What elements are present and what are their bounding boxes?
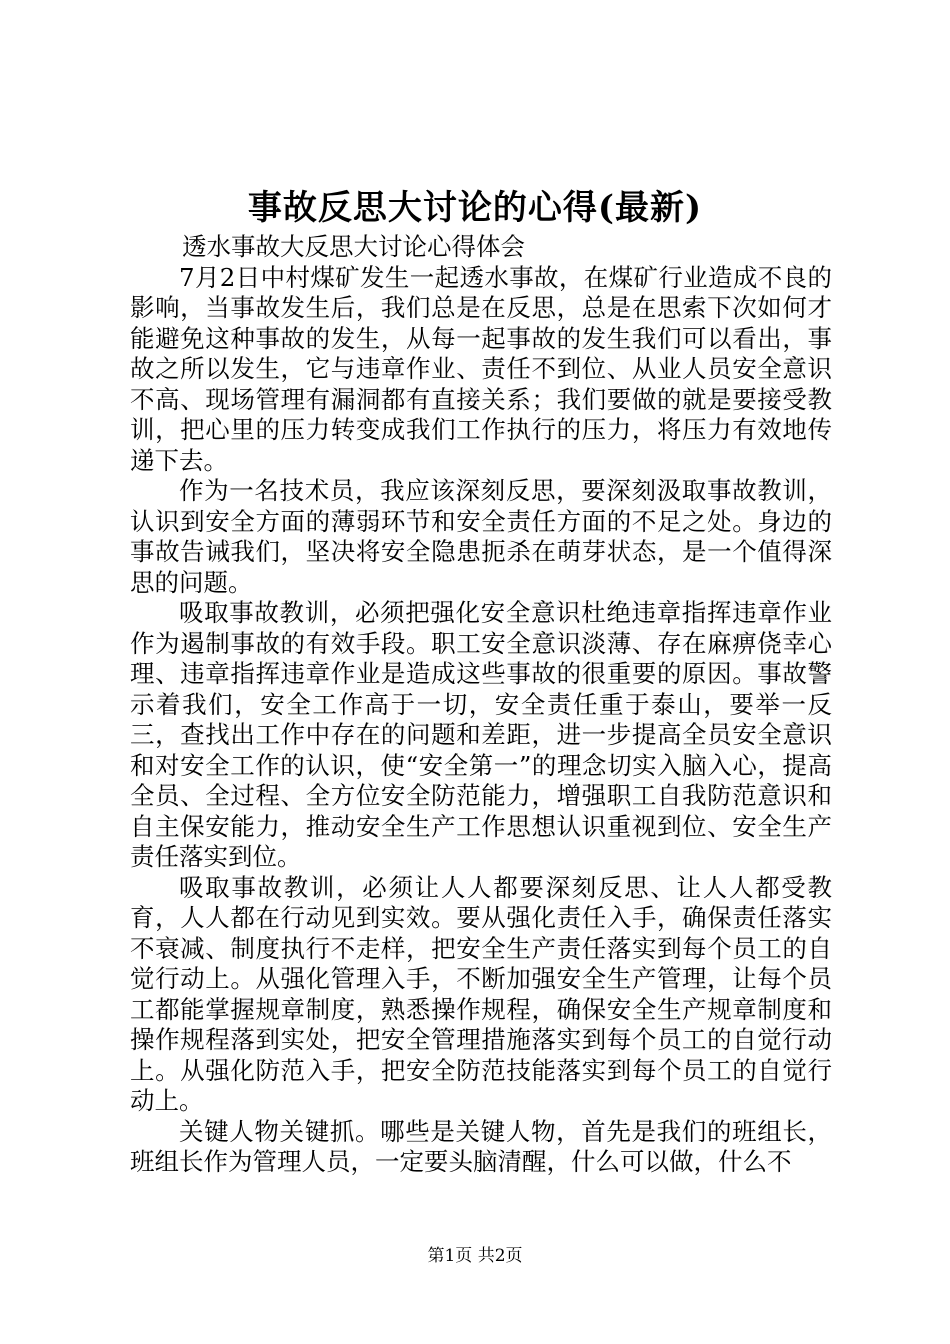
paragraph: 7月2日中村煤矿发生一起透水事故，在煤矿行业造成不良的影响，当事故发生后，我们总是在反思，总是在思索下次如何才能避免这种事故的发生，从每一起事故的发生我们可以看出，事故之所以发生，它与违章作业、责任不到位、从业人员安全意识不高、现场管理有漏洞都有直接关系；我们要做的就是要接受教训，把心里的压力转变成我们工作执行的压力，将压力有效地传递下去。 [130,262,832,475]
paragraph: 作为一名技术员，我应该深刻反思，要深刻汲取事故教训，认识到安全方面的薄弱环节和安全责任方面的不足之处。身边的事故告诫我们，坚决将安全隐患扼杀在萌芽状态，是一个值得深思的问题。 [130,476,832,597]
document-subtitle: 透水事故大反思大讨论心得体会 [182,232,525,261]
paragraph: 吸取事故教训，必须把强化安全意识杜绝违章指挥违章作业作为遏制事故的有效手段。职工安全意识淡薄、存在麻痹侥幸心理、违章指挥违章作业是造成这些事故的很重要的原因。事故警示着我们，安全工作高于一切，安全责任重于泰山，要举一反三，查找出工作中存在的问题和差距，进一步提高全员安全意识和对安全工作的认识，使“安全第一”的理念切实入脑入心，提高全员、全过程、全方位安全防范能力，增强职工自我防范意识和自主保安能力，推动安全生产工作思想认识重视到位、安全生产责任落实到位。 [130,598,832,871]
page-indicator: 第1页 共2页 [427,1246,523,1266]
document-body [130,232,832,1178]
paragraph: 吸取事故教训，必须让人人都要深刻反思、让人人都受教育，人人都在行动见到实效。要从强化责任入手，确保责任落实不衰减、制度执行不走样，把安全生产责任落实到每个员工的自觉行动上。从强化管理入手，不断加强安全生产管理，让每个员工都能掌握规章制度，熟悉操作规程，确保安全生产规章制度和操作规程落到实处，把安全管理措施落实到每个员工的自觉行动上。从强化防范入手，把安全防范技能落实到每个员工的自觉行动上。 [130,872,832,1115]
document-title: 事故反思大讨论的心得(最新) [247,188,703,228]
paragraph: 关键人物关键抓。哪些是关键人物，首先是我们的班组长，班组长作为管理人员，一定要头脑清醒，什么可以做，什么不 [130,1116,832,1176]
